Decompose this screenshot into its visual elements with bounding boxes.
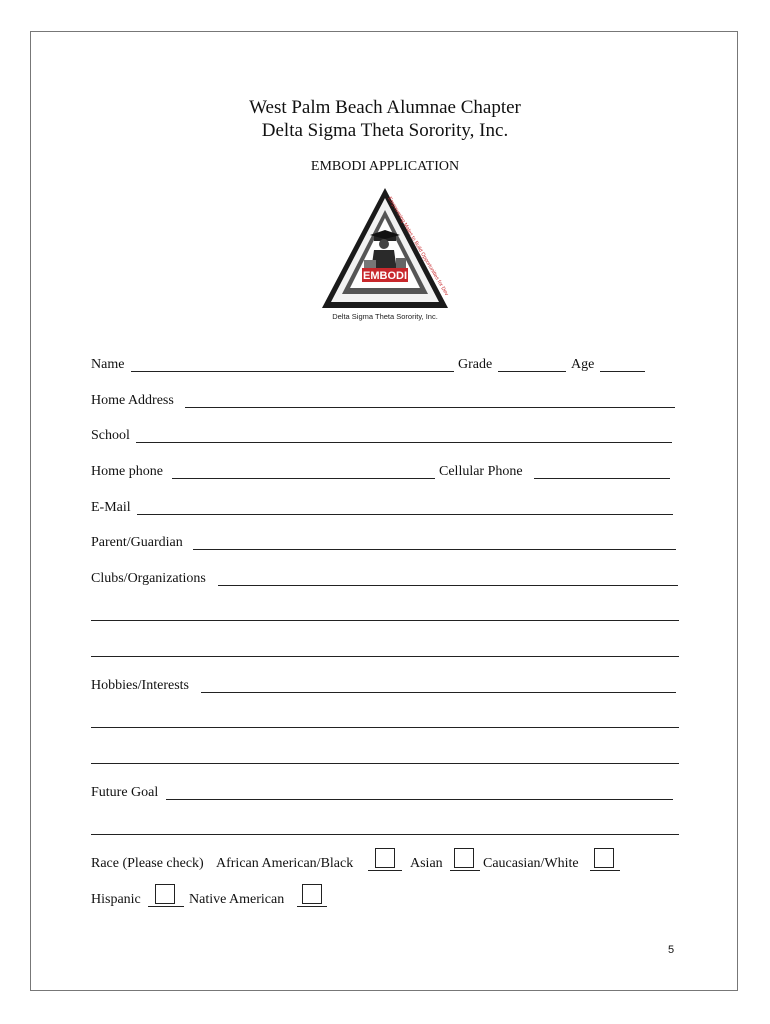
- logo-arc-text: Empowering Males to Build Opportunities for Dev: [386, 195, 450, 297]
- future-goal-field-line-2[interactable]: [91, 834, 679, 835]
- race-option-native-american: Native American: [189, 892, 285, 907]
- hobbies-field[interactable]: [201, 692, 676, 693]
- cellular-phone-field[interactable]: [534, 478, 670, 479]
- sorority-title: Delta Sigma Theta Sorority, Inc.: [261, 120, 509, 141]
- email-label: E-Mail: [91, 500, 131, 515]
- hispanic-checkbox[interactable]: [155, 884, 175, 904]
- race-prompt: Race (Please check): [91, 856, 204, 871]
- home-address-label: Home Address: [91, 393, 174, 408]
- page-border: [30, 31, 738, 991]
- future-goal-label: Future Goal: [91, 785, 159, 800]
- logo-caption: Delta Sigma Theta Sorority, Inc.: [332, 312, 438, 321]
- cellular-phone-label: Cellular Phone: [439, 464, 523, 479]
- race-option-asian: Asian: [410, 856, 443, 871]
- age-label: Age: [571, 357, 595, 372]
- page-number: 5: [668, 944, 675, 956]
- race-option-caucasian: Caucasian/White: [483, 856, 579, 871]
- hobbies-field-line-3[interactable]: [91, 763, 679, 764]
- race-underline-4: [148, 906, 184, 907]
- clubs-field-line-2[interactable]: [91, 620, 679, 621]
- race-option-hispanic: Hispanic: [91, 892, 141, 907]
- school-label: School: [91, 428, 130, 443]
- clubs-field-line-3[interactable]: [91, 656, 679, 657]
- home-phone-label: Home phone: [91, 464, 163, 479]
- email-field[interactable]: [137, 514, 673, 515]
- grade-label: Grade: [458, 357, 493, 372]
- grade-field[interactable]: [498, 371, 566, 372]
- race-underline-1: [368, 870, 402, 871]
- home-phone-field[interactable]: [172, 478, 435, 479]
- application-title: EMBODI APPLICATION: [310, 159, 460, 174]
- chapter-title: West Palm Beach Alumnae Chapter: [249, 97, 521, 118]
- race-underline-5: [297, 906, 327, 907]
- african-american-checkbox[interactable]: [375, 848, 395, 868]
- logo-wordmark: EMBODI: [363, 270, 407, 282]
- name-label: Name: [91, 357, 125, 372]
- caucasian-checkbox[interactable]: [594, 848, 614, 868]
- race-underline-2: [450, 870, 480, 871]
- embodi-logo: [318, 186, 452, 324]
- age-field[interactable]: [600, 371, 645, 372]
- hobbies-label: Hobbies/Interests: [91, 678, 189, 693]
- clubs-label: Clubs/Organizations: [91, 571, 206, 586]
- home-address-field[interactable]: [185, 407, 675, 408]
- parent-guardian-label: Parent/Guardian: [91, 535, 183, 550]
- asian-checkbox[interactable]: [454, 848, 474, 868]
- parent-guardian-field[interactable]: [193, 549, 676, 550]
- race-option-african-american: African American/Black: [216, 856, 354, 871]
- hobbies-field-line-2[interactable]: [91, 727, 679, 728]
- native-american-checkbox[interactable]: [302, 884, 322, 904]
- clubs-field[interactable]: [218, 585, 678, 586]
- race-underline-3: [590, 870, 620, 871]
- future-goal-field[interactable]: [166, 799, 673, 800]
- school-field[interactable]: [136, 442, 672, 443]
- name-field[interactable]: [131, 371, 454, 372]
